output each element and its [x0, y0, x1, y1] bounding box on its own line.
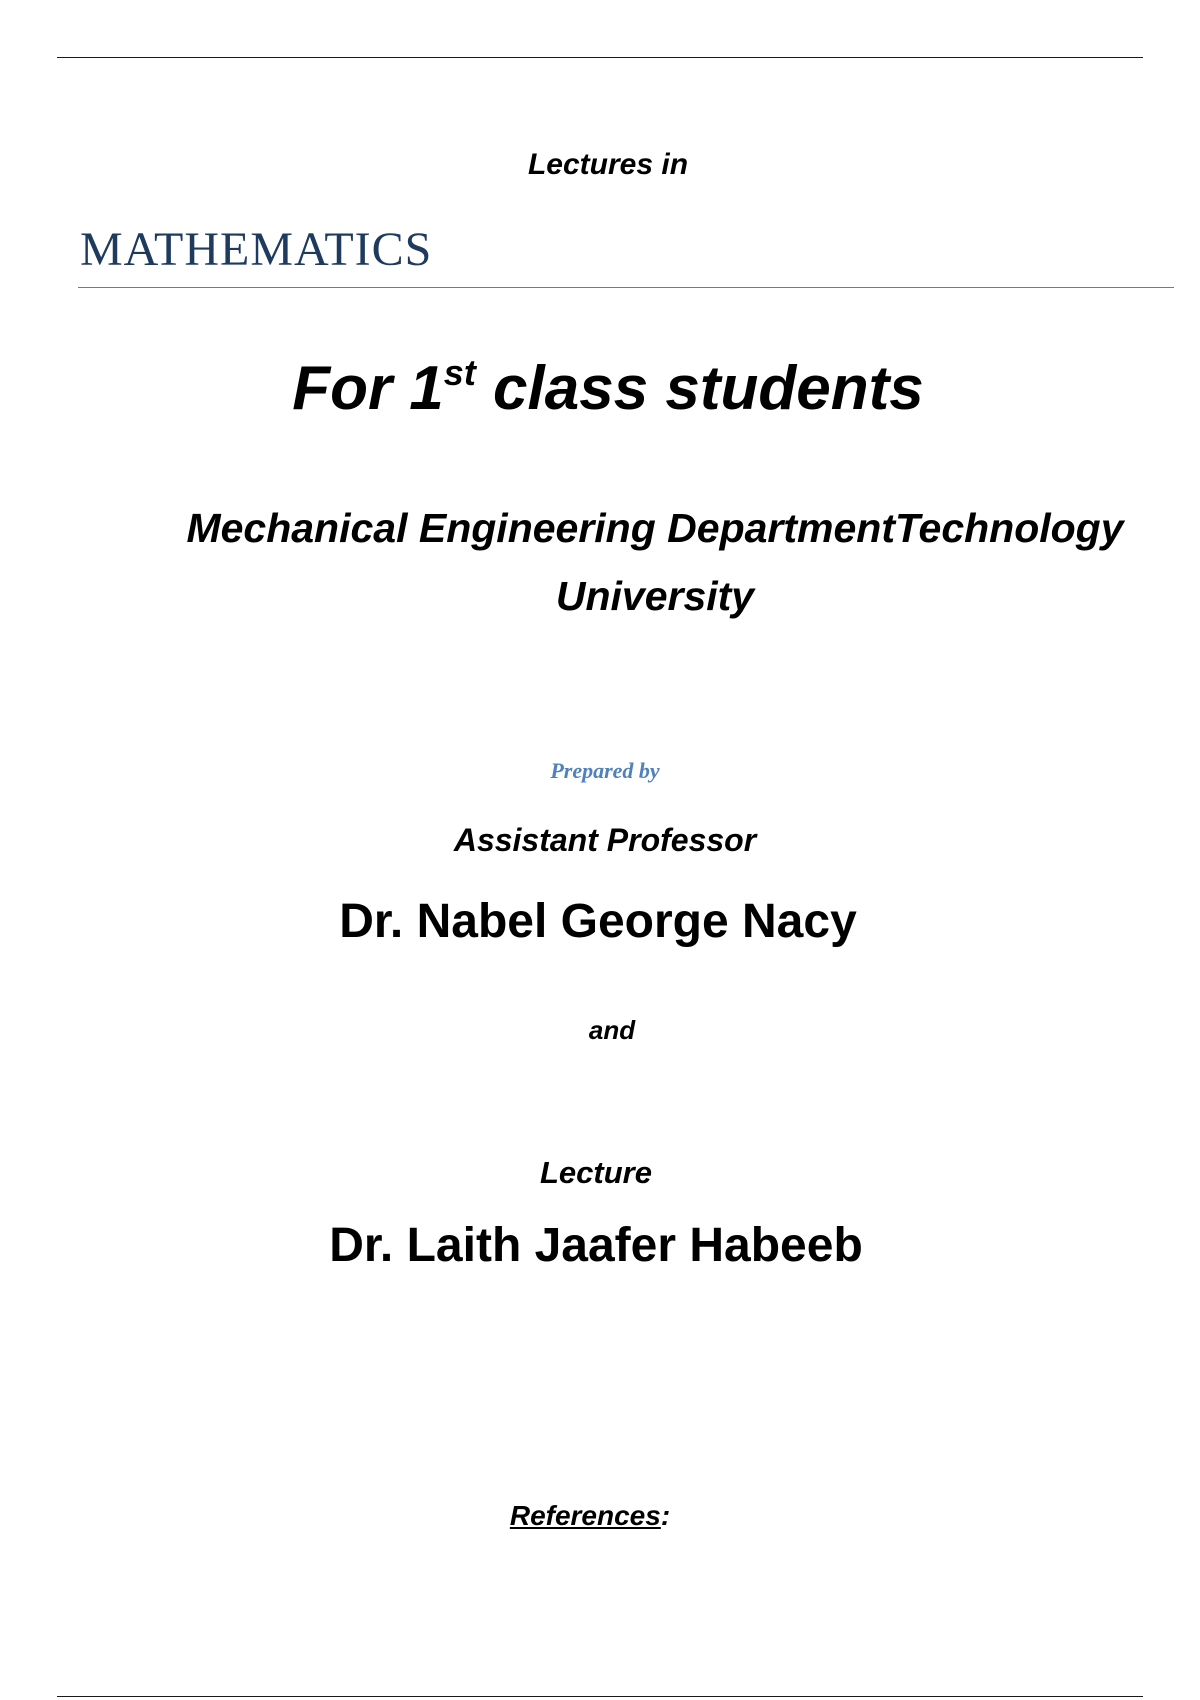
class-line-suffix: class students [475, 354, 924, 423]
lectures-in-heading: Lectures in [527, 148, 689, 181]
bottom-rule [57, 1696, 1143, 1697]
class-line [8, 352, 1200, 424]
class-line-superscript: st [443, 352, 476, 393]
class-line-prefix: For 1 [292, 354, 444, 423]
top-rule [57, 57, 1143, 58]
author-2-rank: Lecture [540, 1155, 652, 1190]
conjunction-text: and [588, 1015, 636, 1045]
subject-underline [78, 287, 1174, 288]
references-label: References [509, 1500, 661, 1531]
references-colon: : [660, 1500, 671, 1531]
author-1-rank: Assistant Professor [453, 822, 757, 858]
subject-title: MATHEMATICS [80, 223, 433, 276]
author-1-name: Dr. Nabel George Nacy [339, 895, 857, 948]
author-2-name: Dr. Laith Jaafer Habeeb [329, 1219, 863, 1272]
department-name: Mechanical Engineering DepartmentTechnology University [186, 505, 1124, 619]
prepared-by-label: Prepared by [550, 758, 660, 783]
references-heading [0, 1500, 1190, 1532]
